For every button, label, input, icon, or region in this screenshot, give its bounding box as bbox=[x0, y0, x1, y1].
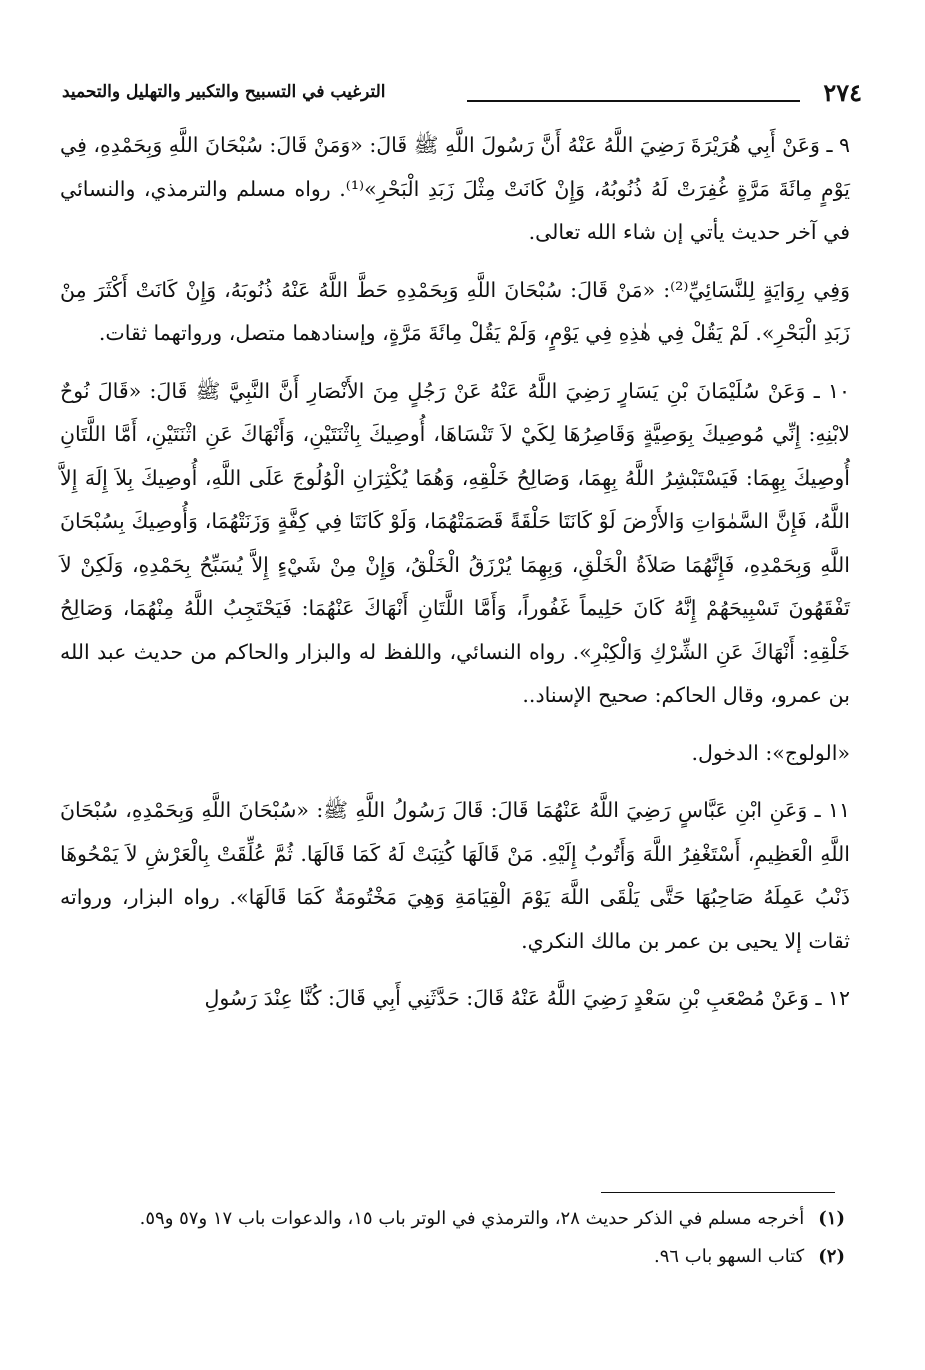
page-number: ٢٧٤ bbox=[823, 78, 862, 107]
footnote-number: (١) bbox=[818, 1208, 845, 1229]
nasai-narration: وَفِي رِوَايَةٍ لِلنَّسَائِيِّ⁽²⁾: «مَنْ قَالَ: سُبْحَانَ اللَّهِ وَبِحَمْدِهِ حَطَّ اللَّهُ عَنْهُ ذُنُوبَهُ، وَإِنْ كَانَتْ أَكْثَرَ مِنْ زَبَدِ الْبَحْرِ». لَمْ يَقُلْ فِي هٰذِهِ فِي يَوْمٍ، وَلَمْ يَقُلْ مِائَةَ مَرَّةٍ، وإسنادهما متصل، ورواتهما ثقات. bbox=[60, 277, 850, 345]
footnote-separator bbox=[601, 1192, 835, 1193]
main-text bbox=[60, 124, 850, 1021]
footnote-text: كتاب السهو باب ٩٦. bbox=[654, 1246, 805, 1267]
hadith-9: ٩ ـ وَعَنْ أَبِي هُرَيْرَةَ رَضِيَ اللَّهُ عَنْهُ أَنَّ رَسُولَ اللَّهِ ﷺ قَالَ: «وَمَنْ قَالَ: سُبْحَانَ اللَّهِ وَبِحَمْدِهِ، فِي يَوْمٍ مِائَةَ مَرَّةٍ غُفِرَتْ لَهُ ذُنُوبُهُ، وَإِنْ كَانَتْ مِثْلَ زَبَدِ الْبَحْرِ»⁽¹⁾. رواه مسلم والترمذي، والنسائي في آخر حديث يأتي إن شاء الله تعالى. bbox=[60, 133, 850, 244]
header-rule bbox=[467, 100, 800, 102]
footnote-2 bbox=[60, 1238, 845, 1276]
hadith-10: ١٠ ـ وَعَنْ سُلَيْمَانَ بْنِ يَسَارٍ رَضِيَ اللَّهُ عَنْهُ عَنْ رَجُلٍ مِنَ الأَنْصَارِ أَنَّ النَّبِيَّ ﷺ قَالَ: «قَالَ نُوحٌ لابْنِهِ: إِنِّي مُوصِيكَ بِوَصِيَّةٍ وَقَاصِرُهَا لِكَيْ لاَ تَنْسَاهَا، أُوصِيكَ بِاثْنَتَيْنِ، وَأَنْهَاكَ عَنِ اثْنَتَيْنِ، أَمَّا اللَّتَانِ أُوصِيكَ بِهِمَا: فَيَسْتَبْشِرُ اللَّهُ بِهِمَا، وَصَالِحُ خَلْقِهِ، وَهُمَا يُكْثِرَانِ الْوُلُوجَ عَلَى اللَّهِ، أُوصِيكَ بِلاَ إِلَهَ إِلاَّ اللَّهُ، فَإِنَّ السَّمٰوَاتِ وَالأَرْضَ لَوْ كَانَتَا حَلْقَةً قَصَمَتْهُمَا، وَلَوْ كَانَتَا فِي كِفَّةٍ وَزَنَتْهُمَا، وَأُوصِيكَ بِسُبْحَانَ اللَّهِ وَبِحَمْدِهِ، فَإِنَّهُمَا صَلاَةُ الْخَلْقِ، وَبِهِمَا يُرْزَقُ الْخَلْقُ، وَإِنْ مِنْ شَيْءٍ إِلاَّ يُسَبِّحُ بِحَمْدِهِ، وَلَكِنْ لاَ تَفْقَهُونَ تَسْبِيحَهُمْ إِنَّهُ كَانَ حَلِيماً غَفُوراً، وَأَمَّا اللَّتَانِ أَنْهَاكَ عَنْهُمَا: فَيَحْتَجِبُ اللَّهُ مِنْهُمَا، وَصَالِحُ خَلْقِهِ: أَنْهَاكَ عَنِ الشِّرْكِ وَالْكِبْرِ». رواه النسائي، واللفظ له والبزار والحاكم من حديث عبد الله بن عمرو، وقال الحاكم: صحيح الإسناد.. bbox=[60, 378, 850, 707]
footnote-text: أخرجه مسلم في الذكر حديث ٢٨، والترمذي في الوتر باب ١٥، والدعوات باب ١٧ و٥٧ و٥٩. bbox=[139, 1208, 805, 1229]
page-header bbox=[62, 72, 862, 112]
hadith-11: ١١ ـ وَعَنِ ابْنِ عَبَّاسٍ رَضِيَ اللَّهُ عَنْهُمَا قَالَ: قَالَ رَسُولُ اللَّهِ ﷺ: «سُبْحَانَ اللَّهِ وَبِحَمْدِهِ، سُبْحَانَ اللَّهِ الْعَظِيمِ، أَسْتَغْفِرُ اللَّهَ وَأَتُوبُ إِلَيْهِ. مَنْ قَالَهَا كُتِبَتْ لَهُ كَمَا قَالَهَا. ثُمَّ عُلِّقَتْ بِالْعَرْشِ لاَ يَمْحُوهَا ذَنْبُ عَمِلَهُ صَاحِبُهَا حَتَّى يَلْقَى اللَّهَ يَوْمَ الْقِيَامَةِ وَهِيَ مَخْتُومَةٌ كَمَا قَالَهَا». رواه البزار، ورواته ثقات إلا يحيى بن عمر بن مالك النكري. bbox=[60, 798, 850, 953]
footnotes bbox=[60, 1200, 845, 1276]
footnote-1 bbox=[60, 1200, 845, 1238]
running-title: الترغيب في التسبيح والتكبير والتهليل والتحميد bbox=[62, 82, 386, 102]
hadith-12: ١٢ ـ وَعَنْ مُصْعَبِ بْنِ سَعْدٍ رَضِيَ اللَّهُ عَنْهُ قَالَ: حَدَّثَنِي أَبِي قَالَ: كُنَّا عِنْدَ رَسُولِ bbox=[204, 986, 850, 1010]
footnote-number: (٢) bbox=[818, 1246, 845, 1267]
word-gloss: «الولوج»: الدخول. bbox=[691, 740, 850, 765]
